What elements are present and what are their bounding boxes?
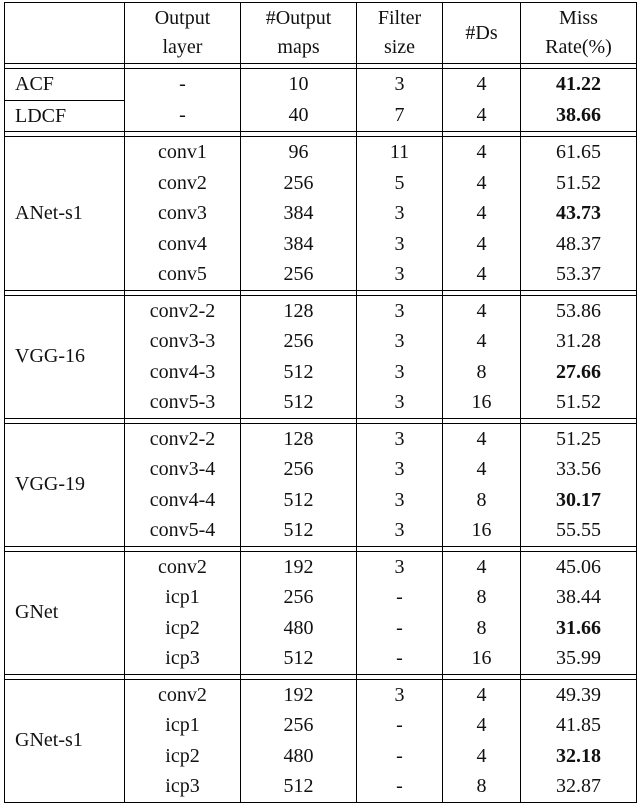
cell-output-layer: conv2-2 (125, 423, 241, 454)
cell-filter-size: 3 (357, 551, 443, 582)
cell-output-maps: 192 (241, 551, 357, 582)
cell-output-maps: 96 (241, 137, 357, 168)
cell-model: ACF (5, 69, 125, 101)
cell-miss-rate: 51.52 (521, 168, 637, 199)
cell-output-layer: icp1 (125, 710, 241, 741)
cell-model: VGG-16 (5, 295, 125, 418)
cell-ds: 4 (443, 259, 521, 290)
table-header (5, 3, 637, 64)
header-output-maps (241, 3, 357, 64)
cell-ds: 16 (443, 643, 521, 674)
cell-miss-rate: 33.56 (521, 454, 637, 485)
cell-miss-rate: 32.87 (521, 771, 637, 802)
cell-model: VGG-19 (5, 423, 125, 546)
cell-output-maps: 480 (241, 613, 357, 644)
table-row (5, 423, 637, 454)
cell-filter-size: - (357, 771, 443, 802)
header-output-layer (125, 3, 241, 64)
cell-output-layer: conv2 (125, 168, 241, 199)
header-miss-rate-line2: Rate(%) (545, 36, 612, 58)
table-group (5, 295, 637, 418)
table-row (5, 295, 637, 326)
cell-miss-rate: 53.86 (521, 295, 637, 326)
header-ds-line1: #Ds (465, 21, 498, 44)
header-miss-rate (521, 3, 637, 64)
table-row (5, 137, 637, 168)
results-table-container (4, 2, 636, 803)
table-group (5, 551, 637, 674)
cell-output-maps: 512 (241, 387, 357, 418)
cell-ds: 8 (443, 485, 521, 516)
cell-miss-rate: 61.65 (521, 137, 637, 168)
header-filter-size-line1: Filter (377, 7, 422, 29)
cell-output-layer: conv3-4 (125, 454, 241, 485)
cell-output-maps: 512 (241, 771, 357, 802)
cell-output-layer: conv2-2 (125, 295, 241, 326)
cell-output-maps: 512 (241, 643, 357, 674)
cell-output-maps: 256 (241, 168, 357, 199)
cell-ds: 4 (443, 679, 521, 710)
cell-miss-rate: 27.66 (521, 357, 637, 388)
cell-ds: 4 (443, 326, 521, 357)
cell-filter-size: 7 (357, 100, 443, 132)
cell-filter-size: - (357, 643, 443, 674)
cell-miss-rate: 55.55 (521, 515, 637, 546)
cell-output-maps: 384 (241, 229, 357, 260)
cell-ds: 4 (443, 551, 521, 582)
cell-ds: 4 (443, 198, 521, 229)
cell-output-layer: conv4 (125, 229, 241, 260)
cell-filter-size: - (357, 613, 443, 644)
cell-miss-rate: 51.52 (521, 387, 637, 418)
cell-filter-size: 3 (357, 679, 443, 710)
cell-ds: 8 (443, 582, 521, 613)
cell-output-layer: conv3-3 (125, 326, 241, 357)
cell-output-layer: conv5-4 (125, 515, 241, 546)
cell-output-layer: conv5-3 (125, 387, 241, 418)
cell-model: GNet-s1 (5, 679, 125, 802)
table-group (5, 137, 637, 291)
cell-filter-size: 3 (357, 387, 443, 418)
cell-output-layer: icp3 (125, 643, 241, 674)
table-row (5, 551, 637, 582)
cell-output-layer: conv3 (125, 198, 241, 229)
cell-model: ANet-s1 (5, 137, 125, 291)
cell-output-layer: conv4-4 (125, 485, 241, 516)
header-filter-size (357, 3, 443, 64)
cell-ds: 16 (443, 387, 521, 418)
cell-output-maps: 512 (241, 357, 357, 388)
cell-ds: 8 (443, 771, 521, 802)
cell-filter-size: - (357, 582, 443, 613)
cell-output-layer: icp2 (125, 613, 241, 644)
cell-output-layer: - (125, 100, 241, 132)
cell-output-layer: conv2 (125, 551, 241, 582)
cell-output-layer: icp2 (125, 741, 241, 772)
header-output-maps-line2: maps (277, 36, 320, 58)
cell-output-maps: 480 (241, 741, 357, 772)
cell-filter-size: 3 (357, 295, 443, 326)
header-row (5, 3, 637, 64)
cell-filter-size: 5 (357, 168, 443, 199)
cell-output-maps: 10 (241, 69, 357, 101)
cell-output-layer: - (125, 69, 241, 101)
cell-ds: 4 (443, 741, 521, 772)
cell-filter-size: 3 (357, 515, 443, 546)
cell-miss-rate: 41.22 (521, 69, 637, 101)
cell-filter-size: 3 (357, 454, 443, 485)
cell-ds: 8 (443, 357, 521, 388)
table-row (5, 679, 637, 710)
cell-miss-rate: 31.28 (521, 326, 637, 357)
cell-ds: 4 (443, 710, 521, 741)
cell-filter-size: 3 (357, 485, 443, 516)
cell-output-maps: 192 (241, 679, 357, 710)
cell-ds: 4 (443, 454, 521, 485)
cell-miss-rate: 38.66 (521, 100, 637, 132)
cell-miss-rate: 49.39 (521, 679, 637, 710)
cell-miss-rate: 38.44 (521, 582, 637, 613)
cell-miss-rate: 35.99 (521, 643, 637, 674)
cell-miss-rate: 30.17 (521, 485, 637, 516)
header-filter-size-line2: size (383, 36, 416, 58)
cell-output-layer: conv5 (125, 259, 241, 290)
cell-filter-size: 3 (357, 326, 443, 357)
header-output-layer-line2: layer (162, 36, 203, 58)
cell-model: GNet (5, 551, 125, 674)
cell-output-layer: icp3 (125, 771, 241, 802)
cell-output-maps: 256 (241, 454, 357, 485)
cell-filter-size: 11 (357, 137, 443, 168)
cell-ds: 8 (443, 613, 521, 644)
header-output-maps-line1: #Output (265, 7, 332, 29)
cell-output-maps: 512 (241, 515, 357, 546)
table-group (5, 69, 637, 132)
cell-output-maps: 256 (241, 582, 357, 613)
cell-filter-size: 3 (357, 198, 443, 229)
cell-output-maps: 128 (241, 423, 357, 454)
cell-filter-size: - (357, 710, 443, 741)
cell-ds: 4 (443, 168, 521, 199)
cell-ds: 16 (443, 515, 521, 546)
cell-ds: 4 (443, 69, 521, 101)
cell-filter-size: 3 (357, 423, 443, 454)
cell-model: LDCF (5, 100, 125, 132)
cell-filter-size: 3 (357, 259, 443, 290)
results-table (4, 2, 637, 803)
cell-miss-rate: 51.25 (521, 423, 637, 454)
cell-output-maps: 256 (241, 710, 357, 741)
cell-output-maps: 128 (241, 295, 357, 326)
cell-miss-rate: 32.18 (521, 741, 637, 772)
cell-miss-rate: 53.37 (521, 259, 637, 290)
table-group (5, 423, 637, 546)
table-group (5, 679, 637, 802)
cell-output-maps: 384 (241, 198, 357, 229)
cell-miss-rate: 45.06 (521, 551, 637, 582)
cell-ds: 4 (443, 423, 521, 454)
cell-filter-size: - (357, 741, 443, 772)
cell-output-maps: 512 (241, 485, 357, 516)
header-model (5, 3, 125, 64)
cell-filter-size: 3 (357, 69, 443, 101)
header-ds (443, 3, 521, 64)
cell-miss-rate: 41.85 (521, 710, 637, 741)
header-miss-rate-line1: Miss (559, 7, 598, 29)
cell-ds: 4 (443, 295, 521, 326)
cell-output-layer: icp1 (125, 582, 241, 613)
cell-miss-rate: 31.66 (521, 613, 637, 644)
cell-filter-size: 3 (357, 229, 443, 260)
cell-output-layer: conv4-3 (125, 357, 241, 388)
cell-ds: 4 (443, 100, 521, 132)
cell-ds: 4 (443, 137, 521, 168)
cell-output-maps: 256 (241, 259, 357, 290)
header-output-layer-line1: Output (154, 7, 211, 29)
cell-output-maps: 256 (241, 326, 357, 357)
cell-miss-rate: 48.37 (521, 229, 637, 260)
cell-output-maps: 40 (241, 100, 357, 132)
cell-filter-size: 3 (357, 357, 443, 388)
cell-output-layer: conv2 (125, 679, 241, 710)
cell-ds: 4 (443, 229, 521, 260)
table-row (5, 100, 637, 132)
cell-miss-rate: 43.73 (521, 198, 637, 229)
cell-output-layer: conv1 (125, 137, 241, 168)
table-row (5, 69, 637, 101)
